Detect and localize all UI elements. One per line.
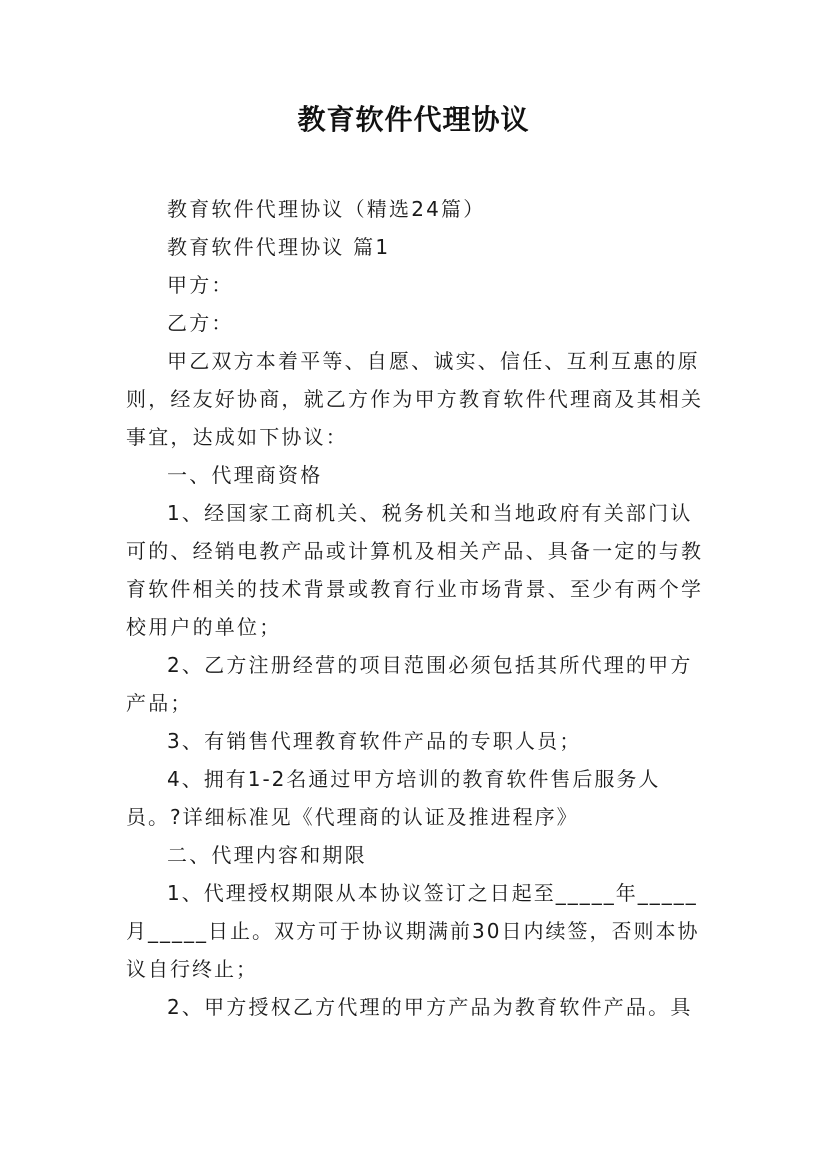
document-body — [126, 190, 706, 1026]
paragraph-heading-content-term: 二、代理内容和期限 — [167, 843, 367, 867]
paragraph-subtitle: 教育软件代理协议（精选24篇） — [167, 197, 486, 221]
paragraph-heading-qualification: 一、代理商资格 — [167, 463, 323, 487]
paragraph-clause: 3、有销售代理教育软件产品的专职人员； — [167, 729, 582, 753]
paragraph-clause: 1、经国家工商机关、税务机关和当地政府有关部门认可的、经销电教产品或计算机及相关产品、具备一定的与教育软件相关的技术背景或教育行业市场背景、至少有两个学校用户的单位； — [126, 501, 704, 639]
paragraph-clause: 2、甲方授权乙方代理的甲方产品为教育软件产品。具 — [167, 995, 693, 1019]
paragraph-preamble: 甲乙双方本着平等、自愿、诚实、信任、互利互惠的原则，经友好协商，就乙方作为甲方教育软件代理商及其相关事宜，达成如下协议： — [126, 349, 704, 449]
paragraph-clause: 1、代理授权期限从本协议签订之日起至_____年_____月_____日止。双方可于协议期满前30日内续签，否则本协议自行终止； — [126, 881, 700, 981]
document-title: 教育软件代理协议 — [297, 103, 530, 136]
paragraph-section-heading: 教育软件代理协议 篇1 — [167, 235, 391, 259]
paragraph-clause: 4、拥有1-2名通过甲方培训的教育软件售后服务人员。?详细标准见《代理商的认证及推进程序》 — [126, 767, 661, 829]
paragraph-party-b: 乙方： — [167, 311, 234, 335]
paragraph-clause: 2、乙方注册经营的项目范围必须包括其所代理的甲方产品； — [126, 653, 693, 715]
paragraph-party-a: 甲方： — [167, 273, 234, 297]
